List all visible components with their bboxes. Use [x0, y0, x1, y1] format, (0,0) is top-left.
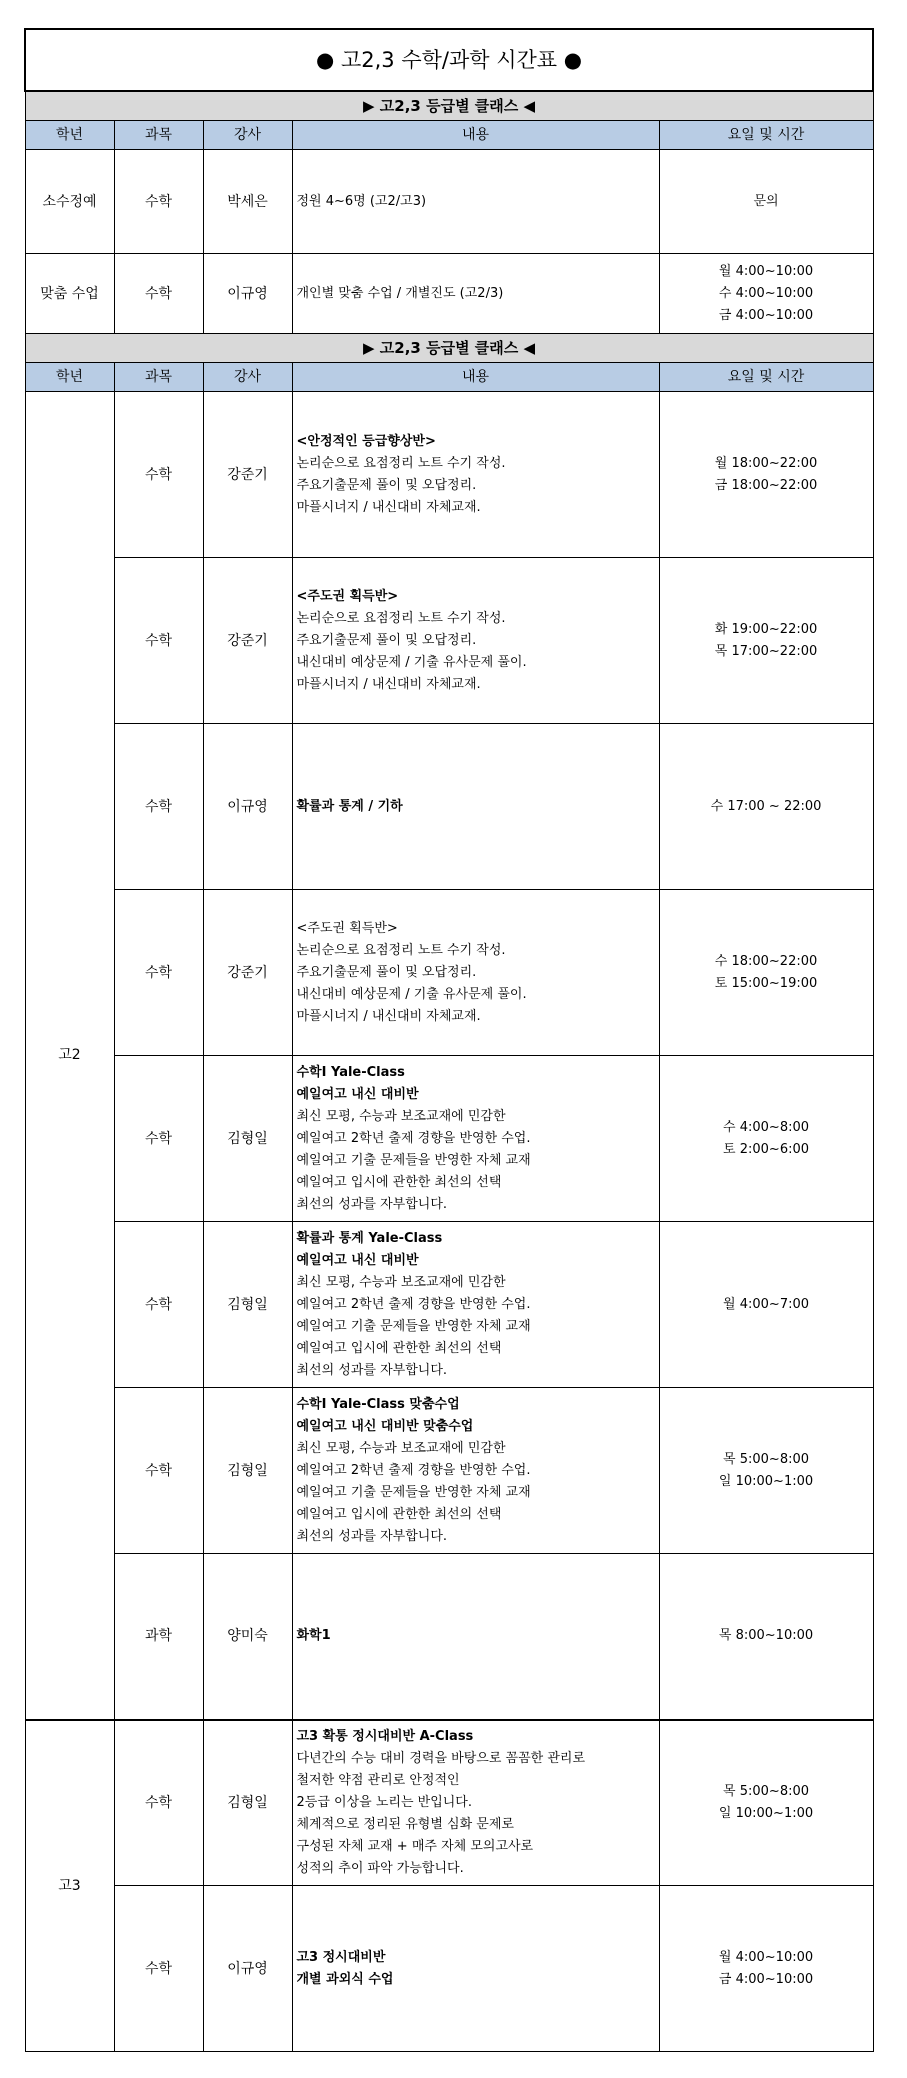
- content-line: 내신대비 예상문제 / 기출 유사문제 풀이.: [296, 654, 527, 670]
- class-row: [25, 558, 873, 724]
- content-line: 수학Ⅰ Yale-Class: [296, 1064, 405, 1080]
- section-banner: ▶ 고2,3 등급별 클래스 ◀: [25, 334, 873, 363]
- content-line: <주도권 획득반>: [296, 920, 398, 936]
- content-line: 수학Ⅰ Yale-Class 맞춤수업: [296, 1396, 460, 1412]
- content-line: <안정적인 등급향상반>: [296, 433, 436, 449]
- time-slot: 목 17:00~22:00: [714, 643, 818, 659]
- class-row: [25, 890, 873, 1056]
- content-line: 예일여고 입시에 관한한 최선의 선택: [296, 1340, 502, 1356]
- content-cell: [292, 1056, 659, 1222]
- content-line: 예일여고 기출 문제들을 반영한 자체 교재: [296, 1318, 531, 1334]
- content-line: 체계적으로 정리된 유형별 심화 문제로: [296, 1816, 514, 1832]
- schedule-times: [659, 1886, 873, 2052]
- content-line: 주요기출문제 풀이 및 오답정리.: [296, 477, 477, 493]
- teacher-cell: 김형일: [203, 1720, 292, 1886]
- content-header: 내용: [292, 363, 659, 392]
- schedule-times: [659, 150, 873, 254]
- content-line: 2등급 이상을 노리는 반입니다.: [296, 1794, 472, 1810]
- content-line: 화학1: [296, 1628, 331, 1644]
- subject-cell: 수학: [114, 724, 203, 890]
- content-line: 마플시너지 / 내신대비 자체교재.: [296, 1008, 481, 1024]
- content-line: 예일여고 내신 대비반: [296, 1086, 419, 1102]
- content-line: 최선의 성과를 자부합니다.: [296, 1362, 448, 1378]
- grade-cell: 소수정예: [25, 150, 114, 254]
- content-cell: [292, 1222, 659, 1388]
- grade-cell: 맞춤 수업: [25, 254, 114, 334]
- subject-cell: 수학: [114, 254, 203, 334]
- content-line: 철저한 약점 관리로 안정적인: [296, 1772, 460, 1788]
- title-row: [25, 29, 873, 91]
- schedule-times: [659, 392, 873, 558]
- content-line: 내신대비 예상문제 / 기출 유사문제 풀이.: [296, 986, 527, 1002]
- subject-header: 과목: [114, 121, 203, 150]
- teacher-cell: 이규영: [203, 724, 292, 890]
- content-line: 마플시너지 / 내신대비 자체교재.: [296, 499, 481, 515]
- time-slot: 월 4:00~10:00: [718, 263, 814, 279]
- content-line: 최신 모평, 수능과 보조교재에 민감한: [296, 1274, 506, 1290]
- class-row: [25, 1056, 873, 1222]
- content-cell: [292, 724, 659, 890]
- subject-cell: 수학: [114, 1056, 203, 1222]
- content-line: 최신 모평, 수능과 보조교재에 민감한: [296, 1440, 506, 1456]
- content-cell: [292, 1554, 659, 1720]
- content-line: 고3 확통 정시대비반 A-Class: [296, 1728, 474, 1744]
- subject-cell: 수학: [114, 1222, 203, 1388]
- subject-cell: 수학: [114, 1886, 203, 2052]
- schedule-times: [659, 254, 873, 334]
- time-slot: 일 10:00~1:00: [718, 1473, 814, 1489]
- time-slot: 수 18:00~22:00: [714, 953, 818, 969]
- content-line: 최선의 성과를 자부합니다.: [296, 1196, 448, 1212]
- time-slot: 수 4:00~8:00: [723, 1119, 810, 1135]
- content-cell: 개인별 맞춤 수업 / 개별진도 (고2/3): [292, 254, 659, 334]
- teacher-cell: 박세은: [203, 150, 292, 254]
- subject-cell: 수학: [114, 392, 203, 558]
- teacher-cell: 강준기: [203, 392, 292, 558]
- content-line: 예일여고 입시에 관한한 최선의 선택: [296, 1506, 502, 1522]
- class-row: [25, 724, 873, 890]
- content-line: 주요기출문제 풀이 및 오답정리.: [296, 964, 477, 980]
- teacher-cell: 김형일: [203, 1388, 292, 1554]
- class-row: [25, 1222, 873, 1388]
- teacher-cell: 양미숙: [203, 1554, 292, 1720]
- main-header-row: [25, 363, 873, 392]
- page-title: ● 고2,3 수학/과학 시간표 ●: [25, 29, 873, 91]
- time-slot: 금 18:00~22:00: [714, 477, 818, 493]
- content-line: 예일여고 2학년 출제 경향을 반영한 수업.: [296, 1130, 531, 1146]
- grade-header: 학년: [25, 121, 114, 150]
- content-line: 논리순으로 요점정리 노트 수기 작성.: [296, 455, 506, 471]
- subject-cell: 수학: [114, 1720, 203, 1886]
- content-line: 마플시너지 / 내신대비 자체교재.: [296, 676, 481, 692]
- top-header-row: [25, 121, 873, 150]
- schedule-times: [659, 890, 873, 1056]
- teacher-cell: 이규영: [203, 254, 292, 334]
- grade-header: 학년: [25, 363, 114, 392]
- content-line: 확률과 통계 / 기하: [296, 798, 403, 814]
- subject-cell: 수학: [114, 1388, 203, 1554]
- content-line: 예일여고 2학년 출제 경향을 반영한 수업.: [296, 1462, 531, 1478]
- grade-cell: 고2: [25, 392, 114, 1720]
- class-row: [25, 392, 873, 558]
- teacher-header: 강사: [203, 121, 292, 150]
- content-line: 예일여고 기출 문제들을 반영한 자체 교재: [296, 1152, 531, 1168]
- schedule-times: [659, 1388, 873, 1554]
- content-line: 논리순으로 요점정리 노트 수기 작성.: [296, 610, 506, 626]
- content-line: 예일여고 2학년 출제 경향을 반영한 수업.: [296, 1296, 531, 1312]
- schedule-times: [659, 1720, 873, 1886]
- content-cell: [292, 1388, 659, 1554]
- content-cell: [292, 392, 659, 558]
- subject-cell: 수학: [114, 890, 203, 1056]
- class-row: [25, 254, 873, 334]
- time-slot: 목 5:00~8:00: [723, 1783, 810, 1799]
- teacher-cell: 이규영: [203, 1886, 292, 2052]
- content-line: 구성된 자체 교재 + 매주 자체 모의고사로: [296, 1838, 534, 1854]
- content-line: 다년간의 수능 대비 경력을 바탕으로 꼼꼼한 관리로: [296, 1750, 586, 1766]
- content-cell: [292, 558, 659, 724]
- content-line: 고3 정시대비반: [296, 1949, 386, 1965]
- schedule-times: [659, 1222, 873, 1388]
- content-line: 논리순으로 요점정리 노트 수기 작성.: [296, 942, 506, 958]
- grade-cell: 고3: [25, 1720, 114, 2052]
- subject-cell: 수학: [114, 150, 203, 254]
- time-header: 요일 및 시간: [659, 363, 873, 392]
- class-row: [25, 1886, 873, 2052]
- content-line: <주도권 획득반>: [296, 588, 399, 604]
- teacher-cell: 강준기: [203, 890, 292, 1056]
- time-slot: 월 4:00~10:00: [718, 1949, 814, 1965]
- section-banner: ▶ 고2,3 등급별 클래스 ◀: [25, 91, 873, 121]
- timetable: [24, 28, 874, 2052]
- time-slot: 금 4:00~10:00: [718, 307, 814, 323]
- content-line: 예일여고 기출 문제들을 반영한 자체 교재: [296, 1484, 531, 1500]
- teacher-cell: 강준기: [203, 558, 292, 724]
- subject-header: 과목: [114, 363, 203, 392]
- time-slot: 목 5:00~8:00: [723, 1451, 810, 1467]
- class-row: [25, 1554, 873, 1720]
- content-cell: [292, 1720, 659, 1886]
- schedule-times: [659, 1554, 873, 1720]
- content-line: 주요기출문제 풀이 및 오답정리.: [296, 632, 477, 648]
- schedule-times: [659, 1056, 873, 1222]
- subject-cell: 수학: [114, 558, 203, 724]
- content-line: 개별 과외식 수업: [296, 1971, 394, 1987]
- subject-cell: 과학: [114, 1554, 203, 1720]
- time-slot: 수 4:00~10:00: [718, 285, 814, 301]
- content-cell: 정원 4~6명 (고2/고3): [292, 150, 659, 254]
- content-line: 확률과 통계 Yale-Class: [296, 1230, 443, 1246]
- teacher-cell: 김형일: [203, 1056, 292, 1222]
- class-row: [25, 1720, 873, 1886]
- content-line: 최선의 성과를 자부합니다.: [296, 1528, 448, 1544]
- schedule-times: [659, 558, 873, 724]
- content-line: 성적의 추이 파악 가능합니다.: [296, 1860, 464, 1876]
- content-header: 내용: [292, 121, 659, 150]
- content-cell: [292, 1886, 659, 2052]
- content-cell: [292, 890, 659, 1056]
- teacher-cell: 김형일: [203, 1222, 292, 1388]
- time-slot: 일 10:00~1:00: [718, 1805, 814, 1821]
- schedule-times: [659, 724, 873, 890]
- time-slot: 토 2:00~6:00: [723, 1141, 810, 1157]
- time-slot: 금 4:00~10:00: [718, 1971, 814, 1987]
- class-row: [25, 1388, 873, 1554]
- time-slot: 화 19:00~22:00: [714, 621, 818, 637]
- time-header: 요일 및 시간: [659, 121, 873, 150]
- time-slot: 수 17:00 ~ 22:00: [710, 798, 822, 814]
- teacher-header: 강사: [203, 363, 292, 392]
- content-line: 예일여고 내신 대비반: [296, 1252, 419, 1268]
- content-line: 예일여고 내신 대비반 맞춤수업: [296, 1418, 474, 1434]
- time-slot: 토 15:00~19:00: [714, 975, 818, 991]
- time-slot: 목 8:00~10:00: [718, 1628, 814, 1644]
- content-line: 최신 모평, 수능과 보조교재에 민감한: [296, 1108, 506, 1124]
- time-slot: 문의: [753, 193, 779, 209]
- time-slot: 월 18:00~22:00: [714, 455, 818, 471]
- content-line: 예일여고 입시에 관한한 최선의 선택: [296, 1174, 502, 1190]
- section-banner-row: [25, 91, 873, 121]
- time-slot: 월 4:00~7:00: [723, 1296, 810, 1312]
- class-row: [25, 150, 873, 254]
- section-banner-row: [25, 334, 873, 363]
